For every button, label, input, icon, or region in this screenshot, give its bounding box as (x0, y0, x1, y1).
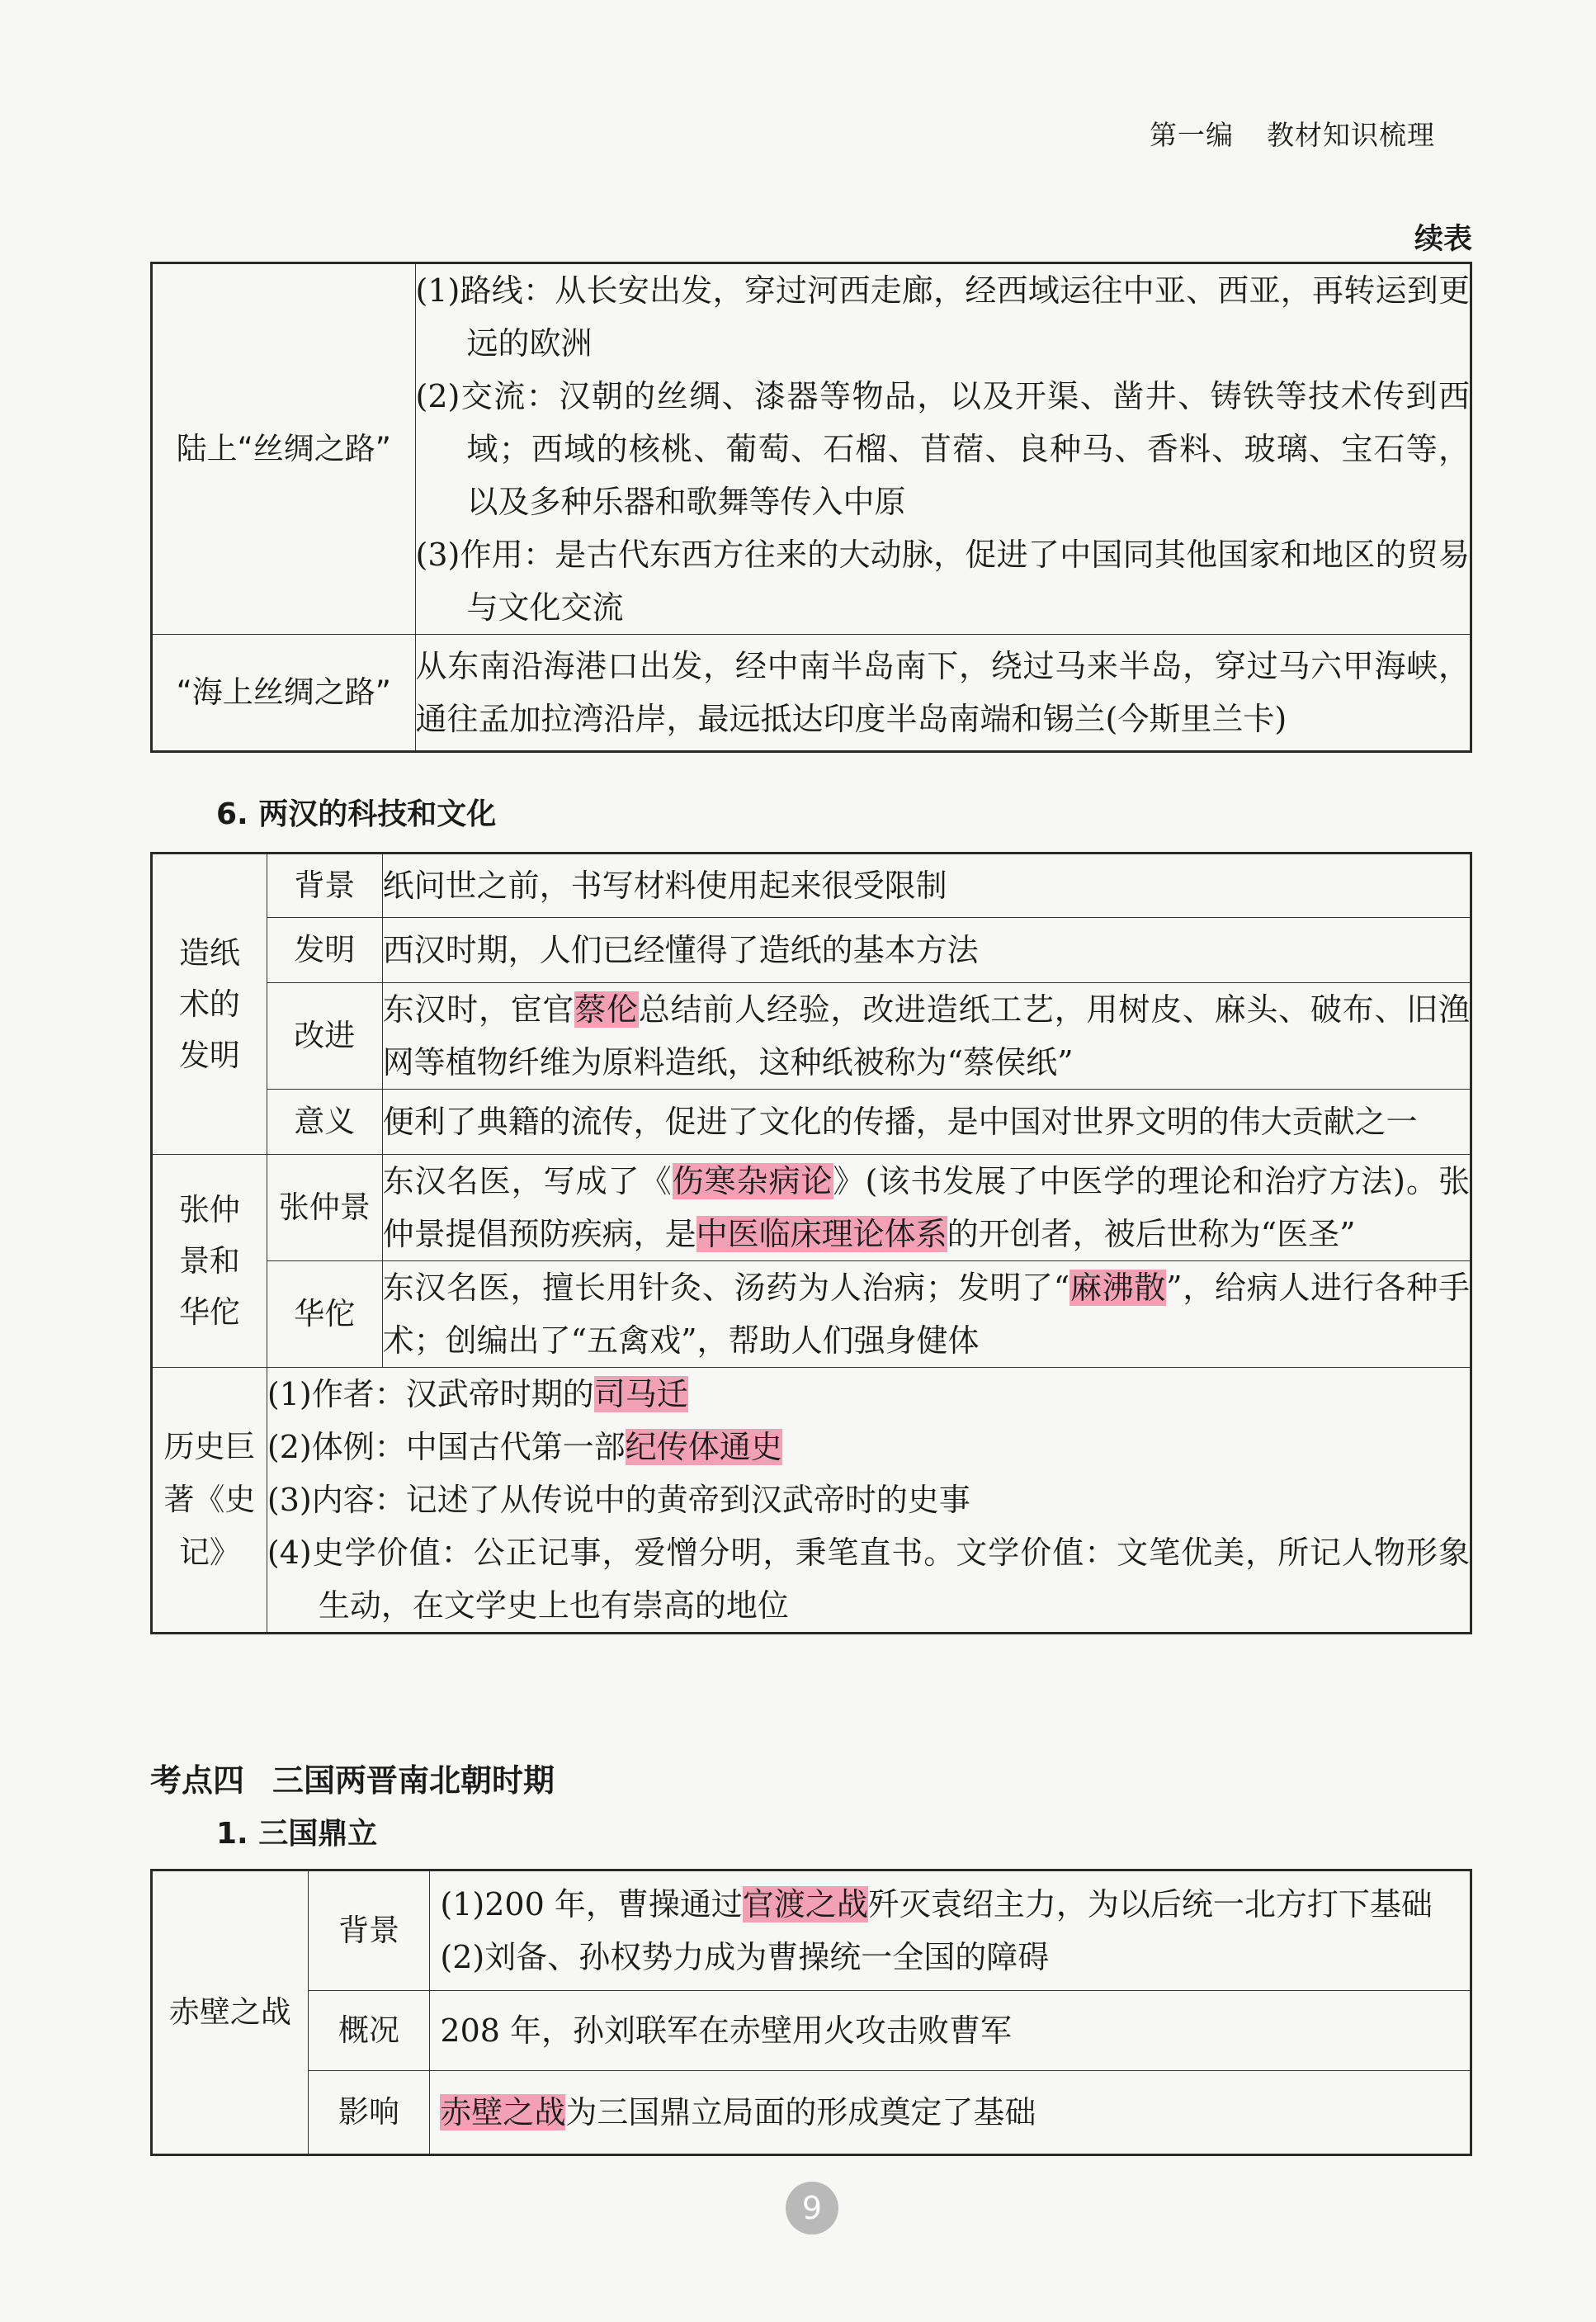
highlight: 官渡之战 (742, 1886, 868, 1922)
text-run: 总结前人经验，改进造纸工艺，用树皮、麻头、破布、旧渔网等植物纤维为原料造纸，这种纸被称为“蔡侯纸” (382, 991, 1470, 1081)
table-row (152, 2071, 1471, 2155)
sub-label: 背景 (267, 854, 382, 918)
sub-label: 概况 (308, 1991, 430, 2071)
list-item: (2)交流：汉朝的丝绸、漆器等物品，以及开渠、凿井、铸铁等技术传到西域；西域的核桃、葡萄、石榴、苜蓿、良种马、香料、玻璃、宝石等，以及多种乐器和歌舞等传入中原 (415, 378, 1470, 520)
running-header (1150, 114, 1435, 153)
han-tech-culture-table (150, 852, 1472, 1634)
table-row (152, 1368, 1471, 1634)
list-item: (1)路线：从长安出发，穿过河西走廊，经西域运往中亚、西亚，再转运到更远的欧洲 (415, 272, 1470, 362)
table-row (152, 1991, 1471, 2071)
papermaking-label: 造纸术的发明 (152, 854, 267, 1155)
highlight: 纪传体通史 (625, 1429, 782, 1465)
cell-text (382, 1155, 1471, 1261)
text-run: 的开创者，被后世称为“医圣” (947, 1216, 1356, 1252)
cell-text: 便利了典籍的流传，促进了文化的传播，是中国对世界文明的伟大贡献之一 (382, 1090, 1471, 1155)
page-number: 9 (786, 2182, 838, 2235)
sub-label: 发明 (267, 918, 382, 983)
list-item (440, 1878, 1460, 1931)
shiji-content (267, 1368, 1471, 1634)
section-title: 1. 三国鼎立 (216, 1817, 378, 1851)
exam-point-heading (150, 1755, 555, 1800)
highlight: 伤寒杂病论 (672, 1163, 833, 1199)
cell-text: 纸问世之前，书写材料使用起来很受限制 (382, 854, 1471, 918)
cell-text (430, 2071, 1471, 2155)
list-item: (3)作用：是古代东西方往来的大动脉，促进了中国同其他国家和地区的贸易与文化交流 (415, 537, 1470, 626)
text-run: (1)200 年，曹操通过 (440, 1886, 743, 1922)
highlight: 司马迁 (593, 1376, 688, 1412)
row-label-land-silk-road: 陆上“丝绸之路” (152, 263, 416, 635)
text-run: 东汉时，宦官 (382, 991, 575, 1028)
land-silk-road-content (415, 263, 1471, 635)
table-row (152, 983, 1471, 1090)
red-cliffs-table (150, 1869, 1472, 2156)
table-row (152, 854, 1471, 918)
cell-text (382, 1261, 1471, 1368)
table-row (152, 1261, 1471, 1368)
part-label: 第一编 (1150, 119, 1234, 151)
list-item (267, 1421, 1470, 1473)
background-content (430, 1870, 1471, 1991)
table-row (152, 1155, 1471, 1261)
row-label-sea-silk-road: “海上丝绸之路” (152, 635, 416, 752)
sub-label: 意义 (267, 1090, 382, 1155)
highlight: 蔡伦 (574, 991, 639, 1028)
text-run: (4)史学价值：公正记事，爱憎分明，秉笔直书。文学价值：文笔优美，所记人物形象生动，在文学史上也有崇高的地位 (267, 1535, 1470, 1624)
list-item (267, 1473, 1470, 1526)
sea-silk-road-content: 从东南沿海港口出发，经中南半岛南下，绕过马来半岛，穿过马六甲海峡，通往孟加拉湾沿岸，最远抵达印度半岛南端和锡兰(今斯里兰卡) (415, 635, 1471, 752)
text-run: 歼灭袁绍主力，为以后统一北方打下基础 (867, 1886, 1433, 1922)
cell-text (382, 983, 1471, 1090)
table-row (152, 1090, 1471, 1155)
section-title: 6. 两汉的科技和文化 (216, 797, 497, 831)
text-run: 东汉名医，擅长用针灸、汤药为人治病；发明了“ (382, 1270, 1070, 1306)
battle-label: 赤壁之战 (152, 1870, 309, 2155)
sub-label: 背景 (308, 1870, 430, 1991)
doctors-label: 张仲景和华佗 (152, 1155, 267, 1368)
text-run: ”，给病人进行各种手术；创编出了“五禽戏”，帮助人们强身健体 (382, 1270, 1470, 1359)
highlight: 麻沸散 (1070, 1270, 1167, 1306)
text-run: (2)体例：中国古代第一部 (267, 1429, 626, 1465)
text-run: 东汉名医，写成了《 (382, 1163, 673, 1199)
text-run: (3)内容：记述了从传说中的黄帝到汉武帝时的史事 (267, 1482, 970, 1518)
sub-label: 张仲景 (267, 1155, 382, 1261)
table-row (152, 918, 1471, 983)
text-run: (1)作者：汉武帝时期的 (267, 1376, 594, 1412)
cell-text: 208 年，孙刘联军在赤壁用火攻击败曹军 (430, 1991, 1471, 2071)
header-title: 教材知识梳理 (1267, 119, 1435, 151)
text-run: 》(该书发展了中医学的理论和治疗方法)。张仲景提倡预防疾病，是 (382, 1163, 1470, 1252)
table-row (152, 263, 1471, 635)
text-run: 为三国鼎立局面的形成奠定了基础 (565, 2094, 1036, 2130)
list-item: (2)刘备、孙权势力成为曹操统一全国的障碍 (440, 1939, 1050, 1975)
highlight: 赤壁之战 (440, 2094, 566, 2130)
highlight: 中医临床理论体系 (696, 1216, 947, 1252)
silk-road-table (150, 262, 1472, 753)
exam-point-number: 考点四 (150, 1762, 245, 1799)
cell-text: 西汉时期，人们已经懂得了造纸的基本方法 (382, 918, 1471, 983)
exam-point-title: 三国两晋南北朝时期 (272, 1762, 555, 1799)
table-row (152, 1870, 1471, 1991)
table-row (152, 635, 1471, 752)
sub-label: 改进 (267, 983, 382, 1090)
list-item (267, 1368, 1470, 1421)
sub-label: 影响 (308, 2071, 430, 2155)
shiji-label: 历史巨著《史记》 (152, 1368, 267, 1634)
list-item (267, 1526, 1470, 1632)
sub-label: 华佗 (267, 1261, 382, 1368)
continued-label: 续表 (1414, 223, 1472, 256)
